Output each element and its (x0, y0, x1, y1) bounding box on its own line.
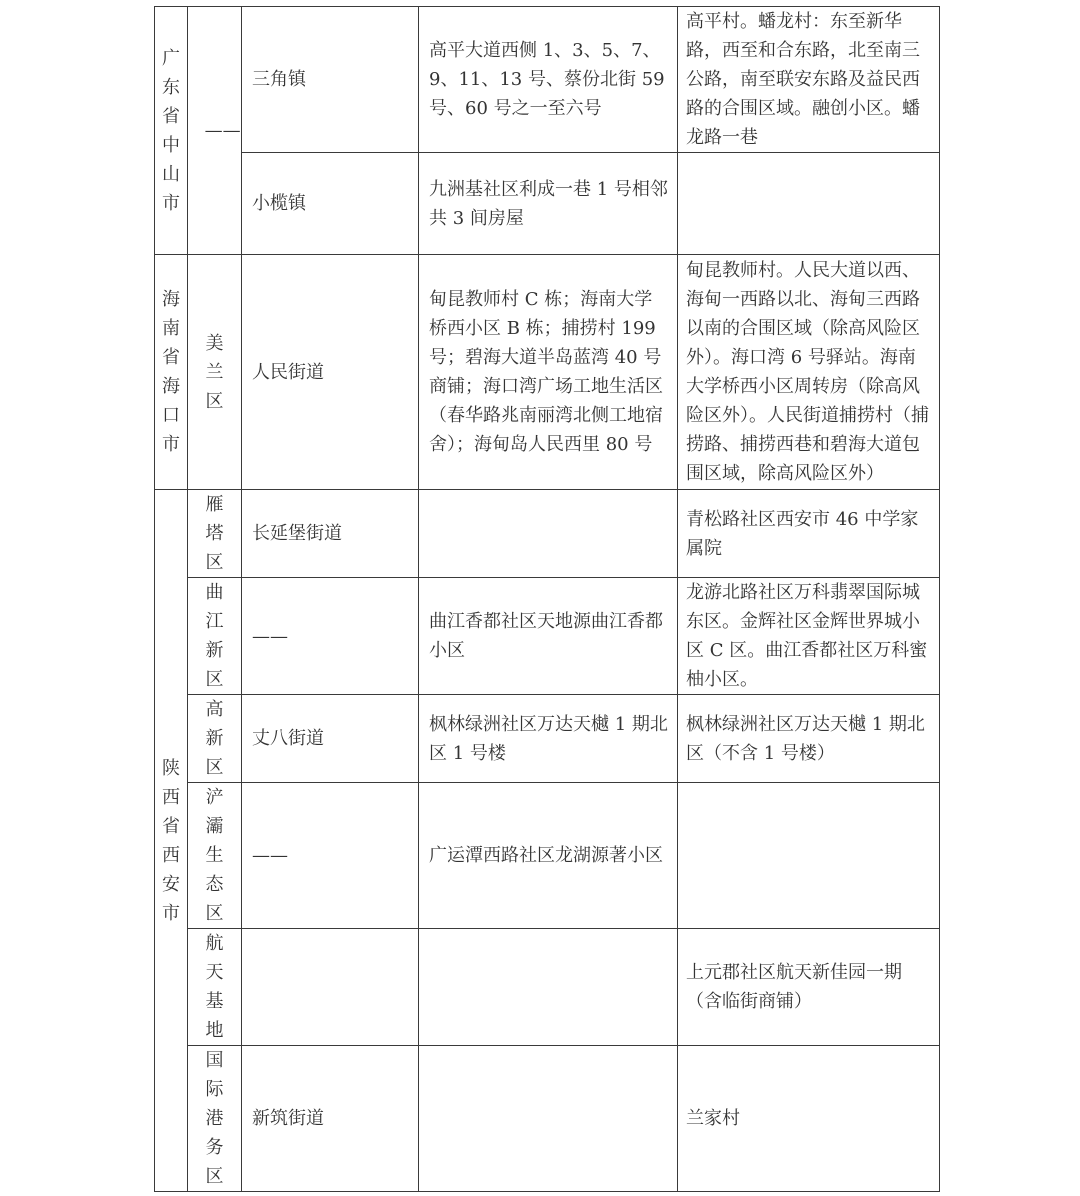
medium-risk-cell: 龙游北路社区万科翡翠国际城东区。金辉社区金辉世界城小区 C 区。曲江香都社区万科蜜柚小区。 (678, 578, 940, 695)
subdistrict-cell: 长延堡街道 (242, 490, 419, 578)
high-risk-cell: 曲江香都社区天地源曲江香都小区 (419, 578, 678, 695)
medium-risk-cell: 甸昆教师村。人民大道以西、海甸一西路以北、海甸三西路以南的合围区域（除高风险区外）。海口湾 6 号驿站。海南大学桥西小区周转房（除高风险区外）。人民街道捕捞村（捕捞路、捕捞西巷和碧海大道包围区域，除高风险区外） (678, 255, 940, 490)
medium-risk-cell (678, 783, 940, 929)
medium-risk-cell: 高平村。蟠龙村：东至新华路，西至和合东路，北至南三公路，南至联安东路及益民西路的合围区域。融创小区。蟠龙路一巷 (678, 7, 940, 153)
table-row (155, 7, 940, 153)
subdistrict-cell: 小榄镇 (242, 153, 419, 255)
district-cell (188, 490, 242, 578)
province-name: 陕西省西安市 (161, 757, 180, 924)
table-row (155, 929, 940, 1046)
district-name: —— (204, 120, 241, 141)
province-name: 广东省中山市 (161, 47, 180, 214)
district-cell (188, 7, 242, 255)
district-cell (188, 578, 242, 695)
high-risk-cell: 广运潭西路社区龙湖源著小区 (419, 783, 678, 929)
district-name: 航天基地 (205, 933, 224, 1041)
table-row (155, 578, 940, 695)
subdistrict-cell: 人民街道 (242, 255, 419, 490)
table-row (155, 783, 940, 929)
subdistrict-cell: 丈八街道 (242, 695, 419, 783)
high-risk-cell: 甸昆教师村 C 栋；海南大学桥西小区 B 栋；捕捞村 199 号；碧海大道半岛蓝湾 40 号商铺；海口湾广场工地生活区（春华路兆南丽湾北侧工地宿舍）；海甸岛人民西里 80 号 (419, 255, 678, 490)
district-name: 雁塔区 (205, 494, 224, 573)
risk-area-table (154, 6, 940, 1192)
district-name: 高新区 (205, 699, 224, 778)
table-row (155, 490, 940, 578)
subdistrict-cell: 三角镇 (242, 7, 419, 153)
district-name: 美兰区 (205, 332, 224, 412)
province-name: 海南省海口市 (161, 289, 180, 455)
high-risk-cell: 九洲基社区利成一巷 1 号相邻共 3 间房屋 (419, 153, 678, 255)
district-name: 浐灞生态区 (205, 787, 224, 924)
table-row (155, 153, 940, 255)
high-risk-cell (419, 490, 678, 578)
medium-risk-cell (678, 153, 940, 255)
subdistrict-cell: —— (242, 578, 419, 695)
medium-risk-cell: 青松路社区西安市 46 中学家属院 (678, 490, 940, 578)
table-row (155, 1046, 940, 1192)
high-risk-cell (419, 1046, 678, 1192)
subdistrict-cell (242, 929, 419, 1046)
medium-risk-cell: 枫林绿洲社区万达天樾 1 期北区（不含 1 号楼） (678, 695, 940, 783)
district-cell (188, 255, 242, 490)
district-cell (188, 1046, 242, 1192)
subdistrict-cell: —— (242, 783, 419, 929)
table-row (155, 695, 940, 783)
district-cell (188, 695, 242, 783)
high-risk-cell: 高平大道西侧 1、3、5、7、9、11、13 号、蔡份北街 59 号、60 号之一至六号 (419, 7, 678, 153)
province-cell (155, 255, 188, 490)
medium-risk-cell: 兰家村 (678, 1046, 940, 1192)
district-name: 曲江新区 (205, 582, 224, 690)
subdistrict-cell: 新筑街道 (242, 1046, 419, 1192)
medium-risk-cell: 上元郡社区航天新佳园一期（含临街商铺） (678, 929, 940, 1046)
table-row (155, 255, 940, 490)
high-risk-cell: 枫林绿洲社区万达天樾 1 期北区 1 号楼 (419, 695, 678, 783)
province-cell (155, 7, 188, 255)
high-risk-cell (419, 929, 678, 1046)
province-cell (155, 490, 188, 1192)
district-cell (188, 929, 242, 1046)
district-name: 国际港务区 (205, 1050, 224, 1187)
district-cell (188, 783, 242, 929)
